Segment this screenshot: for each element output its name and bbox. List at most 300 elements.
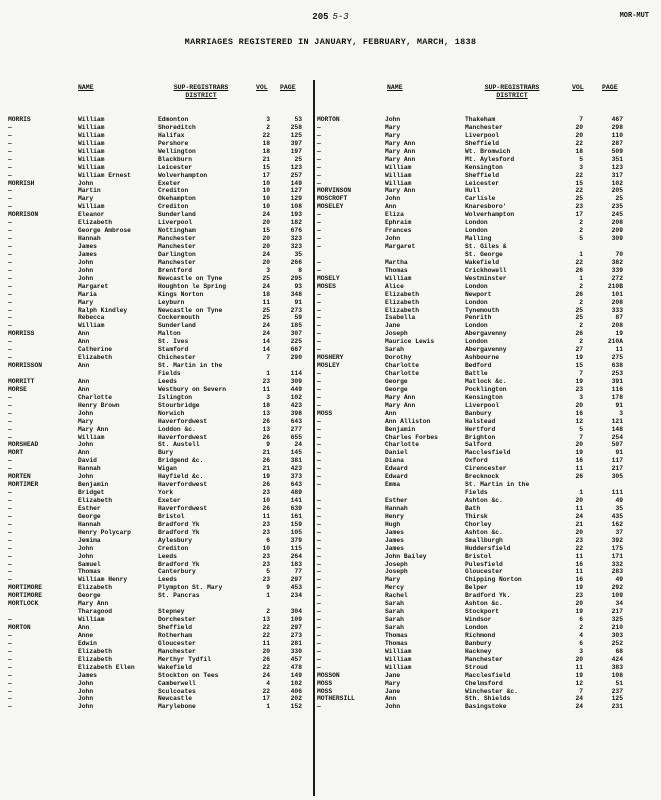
forename-cell: Jane (385, 687, 401, 695)
district-cell: St. Martin in the (158, 362, 223, 370)
page-cell: 34 (615, 600, 623, 608)
forename-cell: James (385, 528, 404, 536)
district-cell: Bury (158, 449, 174, 457)
register-entry (8, 664, 308, 672)
forename-cell: Edward (385, 473, 408, 481)
volume-cell: 15 (575, 179, 583, 187)
register-entry (8, 219, 308, 227)
surname-cell: — (317, 179, 321, 187)
register-entry (8, 394, 308, 402)
district-cell: Ashton &c. (465, 600, 503, 608)
volume-cell: 26 (575, 473, 583, 481)
district-cell: Leicester (158, 163, 193, 171)
page-cell: 435 (611, 512, 623, 520)
forename-cell: Maurice Lewis (385, 338, 435, 346)
volume-cell: 21 (262, 449, 270, 457)
district-cell: Chichester (158, 354, 196, 362)
surname-cell: — (317, 219, 321, 227)
page-cell: 102 (290, 679, 302, 687)
register-entry (317, 680, 655, 688)
forename-cell: William (78, 203, 105, 211)
page-cell: 129 (290, 195, 302, 203)
district-cell: London (465, 322, 488, 330)
page-cell: 297 (290, 576, 302, 584)
district-cell: Cockermouth (158, 314, 200, 322)
page-cell: 115 (290, 544, 302, 552)
page-cell: 283 (611, 568, 623, 576)
surname-cell: — (317, 322, 321, 330)
surname-cell: — (8, 139, 12, 147)
surname-cell: — (8, 409, 12, 417)
register-entry (317, 434, 655, 442)
volume-cell: 23 (575, 385, 583, 393)
register-entry (317, 307, 655, 315)
surname-cell: — (8, 687, 12, 695)
forename-cell: Elizabeth (78, 655, 113, 663)
register-entry (317, 608, 655, 616)
forename-cell: George (78, 512, 101, 520)
forename-cell: Thomas (78, 568, 101, 576)
surname-cell: — (317, 631, 321, 639)
forename-cell: Elizabeth (385, 306, 420, 314)
surname-cell: — (8, 528, 12, 536)
register-entry (317, 576, 655, 584)
forename-cell: Mary Ann (385, 393, 416, 401)
register-entry (317, 156, 655, 164)
page-cell: 287 (611, 139, 623, 147)
volume-cell: 15 (575, 362, 583, 370)
forename-cell: William (385, 647, 412, 655)
page-cell: 121 (611, 417, 623, 425)
district-cell: Norwich (158, 409, 185, 417)
register-entry (317, 299, 655, 307)
district-cell: Stockport (465, 608, 500, 616)
page-cell: 93 (294, 282, 302, 290)
volume-cell: 6 (579, 616, 583, 624)
volume-cell: 7 (579, 116, 583, 123)
page-cell: 171 (611, 552, 623, 560)
volume-cell: 26 (575, 266, 583, 274)
forename-cell: Hugh (385, 520, 401, 528)
volume-cell: 23 (262, 528, 270, 536)
forename-cell: Isabella (385, 314, 416, 322)
register-entry (8, 616, 308, 624)
district-cell: Manchester (158, 258, 196, 266)
volume-cell: 4 (579, 631, 583, 639)
surname-cell: — (8, 314, 12, 322)
volume-cell: 1 (266, 370, 270, 377)
page-cell: 53 (294, 116, 302, 123)
register-entry (8, 187, 308, 195)
volume-cell: 22 (575, 171, 583, 179)
volume-cell: 23 (575, 203, 583, 211)
forename-cell: Hannah (78, 235, 101, 243)
page-cell: 397 (290, 139, 302, 147)
district-cell: Blackburn (158, 155, 193, 163)
district-cell: Bristol (158, 512, 185, 520)
volume-cell: 16 (575, 457, 583, 465)
forename-cell: Dorothy (385, 354, 412, 362)
page-cell: 175 (611, 544, 623, 552)
volume-cell: 19 (575, 584, 583, 592)
surname-cell: — (8, 354, 12, 362)
forename-cell: Esther (78, 504, 101, 512)
volume-cell: 23 (575, 592, 583, 600)
forename-cell: Joseph (385, 330, 408, 338)
register-entry (317, 584, 655, 592)
page-cell: 159 (290, 520, 302, 528)
forename-cell: Joseph (385, 560, 408, 568)
district-cell: Newcastle on Tyne (158, 306, 223, 314)
register-entry (317, 124, 655, 132)
page-cell: 252 (611, 639, 623, 647)
forename-cell: Jane (385, 322, 401, 330)
register-entry (317, 386, 655, 394)
page-number (0, 12, 661, 22)
volume-cell: 3 (266, 266, 270, 274)
surname-cell: — (8, 425, 12, 433)
forename-cell: John (78, 409, 94, 417)
volume-cell: 2 (266, 123, 270, 131)
volume-cell: 25 (262, 314, 270, 322)
register-entry (317, 656, 655, 664)
district-cell: Crediton (158, 203, 189, 211)
forename-cell: Ann (78, 624, 90, 631)
surname-cell: — (317, 243, 321, 250)
district-cell: Chorley (465, 520, 492, 528)
district-cell: Abergavenny (465, 346, 507, 354)
volume-cell: 24 (262, 250, 270, 258)
register-entry (317, 521, 655, 529)
volume-cell: 19 (575, 354, 583, 362)
register-entry (317, 132, 655, 140)
volume-cell: 25 (575, 306, 583, 314)
district-cell: Bradford Yk (158, 528, 200, 536)
district-cell: Manchester (465, 123, 503, 131)
register-entry (8, 553, 308, 561)
volume-cell: 24 (575, 695, 583, 703)
volume-cell: 2 (579, 282, 583, 290)
district-cell: York (158, 489, 174, 497)
volume-cell: 24 (262, 671, 270, 679)
register-entry (317, 338, 655, 346)
district-cell: Hertford (465, 425, 496, 433)
vol-header: VOL (572, 84, 584, 91)
district-cell: Gloucester (465, 568, 503, 576)
surname-cell: — (8, 195, 12, 203)
register-entry (317, 592, 655, 600)
volume-cell: 26 (262, 457, 270, 465)
volume-cell: 24 (575, 703, 583, 711)
surname-cell: — (8, 187, 12, 195)
page-cell: 348 (290, 290, 302, 298)
surname-cell: — (317, 346, 321, 354)
forename-cell: William Ernest (78, 171, 131, 179)
volume-cell: 3 (579, 647, 583, 655)
volume-cell: 20 (575, 497, 583, 504)
page-cell: 109 (611, 592, 623, 600)
volume-cell: 10 (262, 497, 270, 504)
district-cell: Liverpool (158, 219, 193, 227)
volume-cell: 12 (575, 679, 583, 687)
page-cell: 266 (290, 258, 302, 266)
volume-cell: 14 (262, 338, 270, 346)
forename-cell: Mary Ann (385, 139, 416, 147)
page-cell: 381 (290, 457, 302, 465)
page-cell: 392 (611, 536, 623, 544)
district-cell: Sunderland (158, 211, 196, 219)
district-header-line1: SUP-REGISTRARS (173, 84, 229, 91)
forename-cell: Ann Alliston (385, 417, 431, 425)
page-cell: 123 (611, 163, 623, 171)
district-cell: Pershore (158, 139, 189, 147)
district-cell: Stroud (465, 663, 488, 671)
page-cell: 91 (294, 298, 302, 306)
register-entry (8, 275, 308, 283)
volume-cell: 7 (266, 354, 270, 362)
forename-cell: Benjamin (78, 481, 109, 489)
page-cell: 77 (294, 568, 302, 576)
surname-cell: — (8, 123, 12, 131)
volume-cell: 20 (575, 600, 583, 608)
surname-cell: — (317, 147, 321, 155)
district-cell: St. George (465, 250, 503, 258)
district-cell: Brentford (158, 266, 193, 274)
forename-cell: George (385, 377, 408, 385)
district-cell: Leicester (465, 179, 500, 187)
surname-cell: — (8, 576, 12, 584)
district-cell: Ashton &c. (465, 497, 503, 504)
register-entry (317, 457, 655, 465)
forename-cell: Edwin (78, 639, 97, 647)
district-cell: Brecknock (465, 473, 500, 481)
district-cell: Halifax (158, 131, 185, 139)
surname-cell: — (8, 401, 12, 409)
forename-cell: Diana (385, 457, 404, 465)
register-entry (8, 195, 308, 203)
page-header: PAGE (602, 84, 618, 91)
page-cell: 292 (611, 584, 623, 592)
district-cell: Haverfordwest (158, 504, 208, 512)
surname-cell: — (8, 631, 12, 639)
page-cell: 383 (611, 663, 623, 671)
register-entry (317, 251, 655, 259)
district-cell: Malton (158, 330, 181, 338)
forename-cell: Benjamin (385, 425, 416, 433)
district-cell: Loddon &c. (158, 425, 196, 433)
district-cell: Sculcoates (158, 687, 196, 695)
volume-cell: 20 (575, 528, 583, 536)
register-entry (317, 529, 655, 537)
page-cell: 8 (298, 266, 302, 274)
forename-cell: Mary (385, 576, 401, 584)
page-cell: 37 (615, 528, 623, 536)
surname-cell: — (8, 552, 12, 560)
surname-cell: — (317, 314, 321, 322)
page-cell: 638 (611, 362, 623, 370)
district-cell: Wt. Bromwich (465, 147, 511, 155)
forename-cell: Mary Ann (385, 401, 416, 409)
district-cell: London (465, 282, 488, 290)
register-entry (8, 561, 308, 569)
surname-cell: — (317, 568, 321, 576)
volume-cell: 16 (575, 560, 583, 568)
forename-cell: William (78, 433, 105, 441)
volume-cell: 19 (575, 671, 583, 679)
district-cell: Haverfordwest (158, 481, 208, 489)
register-entry (317, 227, 655, 235)
district-cell: Salford (465, 441, 492, 449)
volume-cell: 13 (262, 616, 270, 624)
district-cell: Thirsk (465, 512, 488, 520)
page-cell: 217 (611, 608, 623, 616)
surname-cell: — (8, 243, 12, 250)
name-header: NAME (387, 84, 403, 91)
register-entry (8, 568, 308, 576)
district-cell: Battle (465, 370, 488, 377)
surname-cell: — (317, 520, 321, 528)
district-cell: Camberwell (158, 679, 196, 687)
register-entry (317, 449, 655, 457)
district-cell: St. Martin in the (465, 481, 530, 489)
register-entry (8, 489, 308, 497)
district-cell: Bristol (465, 552, 492, 560)
forename-cell: Joseph (385, 568, 408, 576)
volume-cell: 15 (262, 163, 270, 171)
district-cell: Bath (465, 504, 481, 512)
surname-cell: — (317, 536, 321, 544)
page-cell: 68 (615, 647, 623, 655)
register-entry (317, 481, 655, 489)
register-entry (8, 695, 308, 703)
surname-cell: — (8, 560, 12, 568)
surname-cell: MORT (8, 449, 24, 457)
surname-cell: — (317, 139, 321, 147)
surname-cell: — (8, 282, 12, 290)
page-cell: 305 (611, 473, 623, 481)
district-cell: Richmond (465, 631, 496, 639)
page-cell: 116 (611, 385, 623, 393)
register-entry (8, 227, 308, 235)
page-cell: 303 (611, 631, 623, 639)
page-cell: 489 (290, 489, 302, 497)
page-cell: 453 (290, 584, 302, 592)
forename-cell: Sarah (385, 616, 404, 624)
forename-cell: Rebecca (78, 314, 105, 322)
surname-cell: — (317, 385, 321, 393)
register-entry (8, 259, 308, 267)
surname-cell: — (317, 655, 321, 663)
forename-cell: William (385, 663, 412, 671)
forename-cell: James (78, 250, 97, 258)
volume-cell: 11 (575, 568, 583, 576)
page-cell: 101 (611, 290, 623, 298)
volume-cell: 16 (575, 409, 583, 417)
district-cell: Knaresboro' (465, 203, 507, 211)
surname-cell: — (317, 608, 321, 616)
page-cell: 125 (290, 131, 302, 139)
register-entry (8, 584, 308, 592)
register-entry (317, 195, 655, 203)
volume-cell: 23 (262, 576, 270, 584)
forename-cell: Sarah (385, 600, 404, 608)
left-entries (8, 116, 308, 711)
district-cell: Banbury (465, 409, 492, 417)
forename-cell: Margaret (78, 282, 109, 290)
page-cell: 148 (611, 425, 623, 433)
forename-cell: Ann (385, 695, 397, 703)
volume-cell: 5 (266, 568, 270, 576)
forename-cell: Mary Ann (78, 600, 109, 608)
volume-cell: 22 (262, 663, 270, 671)
volume-cell: 9 (266, 441, 270, 449)
page-header: PAGE (280, 84, 296, 91)
forename-cell: Charlotte (385, 370, 420, 377)
district-cell: Stepney (158, 608, 185, 616)
page-cell: 449 (290, 385, 302, 393)
surname-cell: MOSES (317, 282, 336, 290)
district-cell: Manchester (465, 655, 503, 663)
surname-cell: — (8, 298, 12, 306)
register-entry (317, 402, 655, 410)
volume-cell: 22 (575, 187, 583, 195)
register-entry (8, 251, 308, 259)
surname-cell: — (8, 504, 12, 512)
volume-cell: 11 (575, 663, 583, 671)
district-cell: Chipping Norton (465, 576, 522, 584)
register-entry (8, 180, 308, 188)
forename-cell: William (78, 131, 105, 139)
district-cell: Macclesfield (465, 671, 511, 679)
surname-cell: MORRISSON (8, 362, 43, 370)
page-cell: 70 (615, 250, 623, 258)
forename-cell: Henry Polycarp (78, 528, 131, 536)
district-cell: Haverfordwest (158, 433, 208, 441)
page-cell: 149 (290, 179, 302, 187)
register-entry (8, 386, 308, 394)
register-entry (8, 283, 308, 291)
register-entry (8, 465, 308, 473)
page-cell: 290 (290, 354, 302, 362)
forename-cell: John (385, 195, 401, 203)
forename-cell: John (385, 235, 401, 243)
register-entry (317, 394, 655, 402)
register-entry (317, 283, 655, 291)
volume-cell: 19 (575, 449, 583, 457)
volume-cell: 19 (262, 473, 270, 481)
volume-cell: 1 (266, 592, 270, 600)
district-cell: Haverfordwest (158, 417, 208, 425)
forename-cell: John (385, 703, 401, 711)
volume-cell: 26 (262, 481, 270, 489)
column-divider (313, 80, 315, 796)
district-cell: Sunderland (158, 322, 196, 330)
surname-cell: — (317, 616, 321, 624)
register-entry (317, 203, 655, 211)
volume-cell: 24 (575, 512, 583, 520)
surname-cell: MOSHERY (317, 354, 344, 362)
volume-cell: 25 (575, 314, 583, 322)
surname-cell: — (8, 338, 12, 346)
page-number-text: 205 (312, 12, 329, 22)
surname-cell: MOSLEY (317, 362, 340, 370)
register-entry (8, 346, 308, 354)
register-entry (317, 354, 655, 362)
forename-cell: Margaret (385, 243, 416, 250)
forename-cell: Mercy (385, 584, 404, 592)
register-entry (8, 299, 308, 307)
right-entries (317, 116, 655, 711)
